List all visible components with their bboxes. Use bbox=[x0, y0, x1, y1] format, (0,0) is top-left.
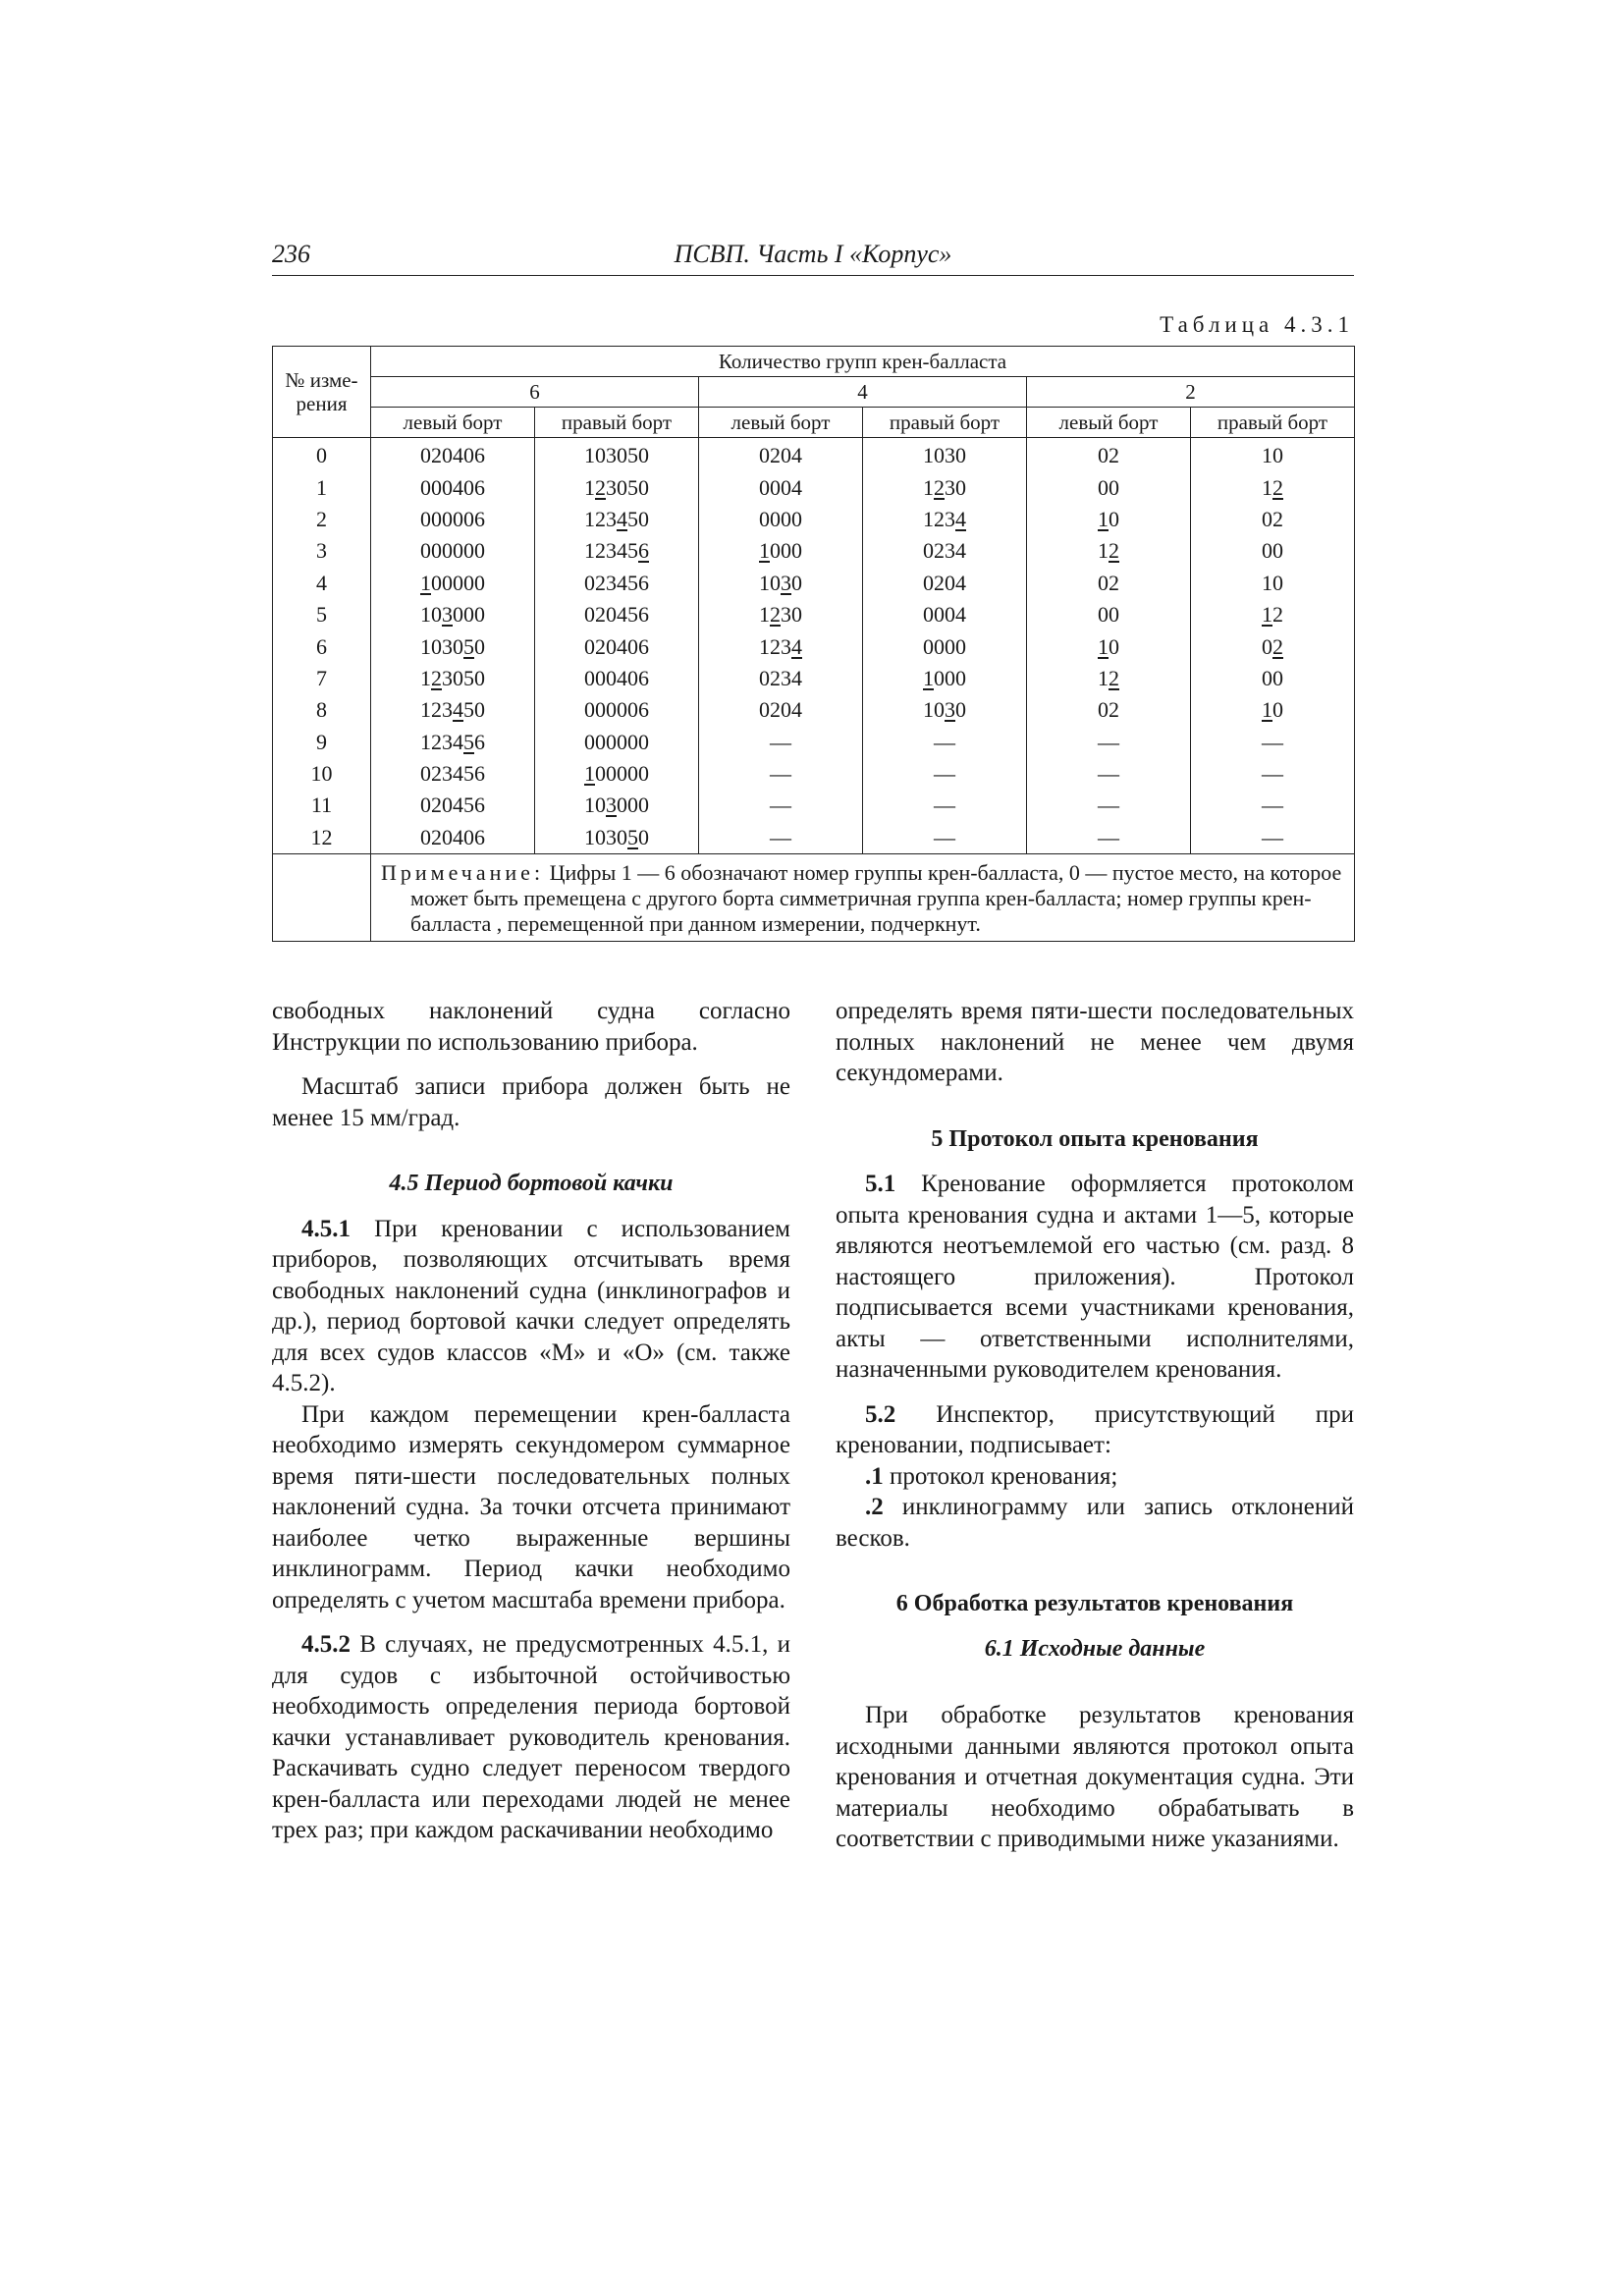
table-row bbox=[273, 568, 1355, 599]
group-count-header: Количество групп крен-балласта bbox=[371, 347, 1355, 377]
side-header: правый борт bbox=[863, 408, 1027, 438]
table-row bbox=[273, 822, 1355, 854]
table-cell: — bbox=[1191, 790, 1355, 821]
table-cell: 103000 bbox=[535, 790, 699, 821]
measurement-number: 11 bbox=[273, 790, 371, 821]
table-cell: — bbox=[699, 758, 863, 790]
table-cell: 12 bbox=[1027, 663, 1191, 694]
table-row bbox=[273, 599, 1355, 630]
table-cell: 000000 bbox=[371, 535, 535, 567]
table-cell: 12 bbox=[1191, 471, 1355, 503]
table-cell: — bbox=[699, 822, 863, 854]
table-row bbox=[273, 663, 1355, 694]
table-cell: 0000 bbox=[699, 504, 863, 535]
table-cell: 123450 bbox=[535, 504, 699, 535]
table-row bbox=[273, 535, 1355, 567]
paragraph: определять время пяти-шести последовательных полных наклонений не менее чем двумя секундомерами. bbox=[836, 998, 1354, 1086]
table-cell: 0204 bbox=[863, 568, 1027, 599]
group-header: 2 bbox=[1027, 377, 1355, 408]
table-cell: — bbox=[863, 822, 1027, 854]
table-row bbox=[273, 438, 1355, 472]
side-header: правый борт bbox=[1191, 408, 1355, 438]
group-header: 6 bbox=[371, 377, 699, 408]
paragraph: При обработке результатов кренования исходными данными являются протокол опыта кренования и отчетная документация судна. Эти материалы необходимо обрабатывать в соответствии с приводимыми ниже указаниями. bbox=[836, 1702, 1354, 1852]
measurement-number: 0 bbox=[273, 438, 371, 472]
table-caption: Таблица 4.3.1 bbox=[1160, 312, 1354, 337]
table-cell: 000406 bbox=[535, 663, 699, 694]
table-row bbox=[273, 504, 1355, 535]
paragraph: свободных наклонений судна согласно Инструкции по использованию прибора. bbox=[272, 998, 790, 1056]
table-cell: — bbox=[1027, 758, 1191, 790]
table-cell: 103050 bbox=[371, 630, 535, 662]
table-cell: 103050 bbox=[535, 822, 699, 854]
table-cell: — bbox=[1027, 822, 1191, 854]
measurement-number: 5 bbox=[273, 599, 371, 630]
ballast-table bbox=[272, 346, 1355, 942]
measurement-number: 8 bbox=[273, 694, 371, 726]
table-row bbox=[273, 790, 1355, 821]
table-cell: 000000 bbox=[535, 727, 699, 758]
table-cell: 02 bbox=[1027, 438, 1191, 472]
measurement-number: 3 bbox=[273, 535, 371, 567]
table-cell: 1000 bbox=[863, 663, 1027, 694]
table-cell: 100000 bbox=[371, 568, 535, 599]
side-header: левый борт bbox=[371, 408, 535, 438]
table-cell: 0004 bbox=[863, 599, 1027, 630]
table-cell: 0000 bbox=[863, 630, 1027, 662]
paragraph-4-5-2: 4.5.2 В случаях, не предусмотренных 4.5.1, и для судов с избыточной остойчивостью необходимость определения периода бортовой качки устанавливает руководитель кренования. Раскачивать судно следует переносом твердого крен-балласта или переходами людей не менее трех раз; при каждом раскачивании необходимо bbox=[272, 1631, 790, 1843]
table-cell: 000406 bbox=[371, 471, 535, 503]
table-row bbox=[273, 758, 1355, 790]
table-cell: 02 bbox=[1027, 694, 1191, 726]
table-cell: 1030 bbox=[863, 694, 1027, 726]
table-cell: 123050 bbox=[535, 471, 699, 503]
table-cell: 1230 bbox=[863, 471, 1027, 503]
measurement-number: 9 bbox=[273, 727, 371, 758]
table-cell: 10 bbox=[1191, 694, 1355, 726]
table-cell: 0004 bbox=[699, 471, 863, 503]
table-note-row bbox=[273, 854, 1355, 942]
table-cell: 1000 bbox=[699, 535, 863, 567]
table-cell: 020406 bbox=[371, 438, 535, 472]
paragraph-5-1: 5.1 Кренование оформляется протоколом опыта кренования судна и актами 1—5, которые являются неотъемлемой его частью (см. разд. 8 настоящего приложения). Протокол подписывается всеми участниками кренования, акты — ответственными исполнителями, назначенными руководителем кренования. bbox=[836, 1171, 1354, 1383]
right-column bbox=[836, 996, 1354, 1855]
measurement-number: 12 bbox=[273, 822, 371, 854]
page-number: 236 bbox=[272, 240, 310, 268]
side-header: правый борт bbox=[535, 408, 699, 438]
table-cell: 020406 bbox=[371, 822, 535, 854]
table-cell: 00 bbox=[1027, 599, 1191, 630]
table-cell: 00 bbox=[1191, 535, 1355, 567]
table-cell: 123456 bbox=[535, 535, 699, 567]
table-cell: 1230 bbox=[699, 599, 863, 630]
table-cell: 02 bbox=[1027, 568, 1191, 599]
list-item-2: .2 инклинограмму или запись отклонений весков. bbox=[836, 1494, 1354, 1552]
table-cell: 023456 bbox=[371, 758, 535, 790]
table-row bbox=[273, 630, 1355, 662]
table-cell: — bbox=[1027, 727, 1191, 758]
table-row bbox=[273, 694, 1355, 726]
side-header: левый борт bbox=[699, 408, 863, 438]
section-heading-4-5: 4.5 Период бортовой качки bbox=[389, 1171, 674, 1196]
measurement-number: 4 bbox=[273, 568, 371, 599]
table-row bbox=[273, 727, 1355, 758]
table-cell: 00 bbox=[1191, 663, 1355, 694]
table-cell: — bbox=[863, 727, 1027, 758]
measurement-number: 1 bbox=[273, 471, 371, 503]
table-cell: 02 bbox=[1191, 630, 1355, 662]
section-heading-6-1: 6.1 Исходные данные bbox=[984, 1635, 1206, 1662]
table-cell: — bbox=[1191, 758, 1355, 790]
section-heading-6: 6 Обработка результатов кренования bbox=[895, 1591, 1294, 1616]
paragraph: При каждом перемещении крен-балласта необходимо измерять секундомером суммарное время пяти-шести последовательных полных наклонений судна. За точки отсчета принимают наиболее четко выраженные вершины инклинограмм. Период качки необходимо определять с учетом масштаба времени прибора. bbox=[272, 1400, 790, 1613]
table-cell: — bbox=[699, 727, 863, 758]
table-cell: 12 bbox=[1191, 599, 1355, 630]
table-cell: 12 bbox=[1027, 535, 1191, 567]
table-cell: 000006 bbox=[535, 694, 699, 726]
measurement-number: 2 bbox=[273, 504, 371, 535]
section-heading-5: 5 Протокол опыта кренования bbox=[931, 1125, 1259, 1152]
table-cell: 123456 bbox=[371, 727, 535, 758]
table-cell: 10 bbox=[1191, 568, 1355, 599]
table-cell: 1030 bbox=[863, 438, 1027, 472]
table-cell: 00 bbox=[1027, 471, 1191, 503]
table-cell: 10 bbox=[1027, 504, 1191, 535]
table-cell: — bbox=[1191, 822, 1355, 854]
table-cell: 020456 bbox=[535, 599, 699, 630]
table-cell: 10 bbox=[1191, 438, 1355, 472]
table-cell: 02 bbox=[1191, 504, 1355, 535]
paragraph-4-5-1: 4.5.1 При креновании с использованием приборов, позволяющих отсчитывать время свободных наклонений судна (инклинографов и др.), период бортовой качки следует определять для всех судов классов «М» и «О» (см. также 4.5.2). bbox=[272, 1215, 790, 1396]
table-cell: 10 bbox=[1027, 630, 1191, 662]
table-cell: — bbox=[1027, 790, 1191, 821]
table-cell: 0204 bbox=[699, 694, 863, 726]
list-item-1: .1 протокол кренования; bbox=[865, 1462, 1118, 1490]
table-cell: 023456 bbox=[535, 568, 699, 599]
note-text: Цифры 1 — 6 обозначают номер группы крен-балласта, 0 — пустое место, на которое может быть премещена с другого борта симметричная группа крен-балласта; номер группы крен-балласта , перемещенной при данном измерении, подчеркнут. bbox=[410, 860, 1342, 937]
table-cell: 123050 bbox=[371, 663, 535, 694]
paragraph: Масштаб записи прибора должен быть не менее 15 мм/град. bbox=[272, 1073, 790, 1131]
table-row bbox=[273, 471, 1355, 503]
table-cell: — bbox=[1191, 727, 1355, 758]
table-cell: 000006 bbox=[371, 504, 535, 535]
running-title: ПСВП. Часть I «Корпус» bbox=[674, 240, 952, 268]
table-body bbox=[273, 438, 1355, 854]
table-cell: 020456 bbox=[371, 790, 535, 821]
measurement-number: 7 bbox=[273, 663, 371, 694]
table-cell: 100000 bbox=[535, 758, 699, 790]
table-cell: 1234 bbox=[699, 630, 863, 662]
table-cell: 123450 bbox=[371, 694, 535, 726]
left-column bbox=[272, 996, 790, 1846]
table-cell: — bbox=[863, 758, 1027, 790]
table-cell: 1234 bbox=[863, 504, 1027, 535]
side-header: левый борт bbox=[1027, 408, 1191, 438]
measurement-number-header: № изме- рения bbox=[273, 347, 371, 438]
group-header: 4 bbox=[699, 377, 1027, 408]
paragraph-5-2: 5.2 Инспектор, присутствующий при креновании, подписывает: bbox=[836, 1400, 1354, 1458]
table-cell: 0204 bbox=[699, 438, 863, 472]
table-cell: — bbox=[863, 790, 1027, 821]
table-cell: 020406 bbox=[535, 630, 699, 662]
table-cell: 103000 bbox=[371, 599, 535, 630]
table-cell: 0234 bbox=[699, 663, 863, 694]
table-cell: — bbox=[699, 790, 863, 821]
measurement-number: 10 bbox=[273, 758, 371, 790]
table-cell: 103050 bbox=[535, 438, 699, 472]
page-header bbox=[272, 240, 1354, 276]
measurement-number: 6 bbox=[273, 630, 371, 662]
table-cell: 1030 bbox=[699, 568, 863, 599]
table-note bbox=[371, 854, 1355, 942]
note-label: Примечание: bbox=[381, 860, 545, 886]
table-cell: 0234 bbox=[863, 535, 1027, 567]
